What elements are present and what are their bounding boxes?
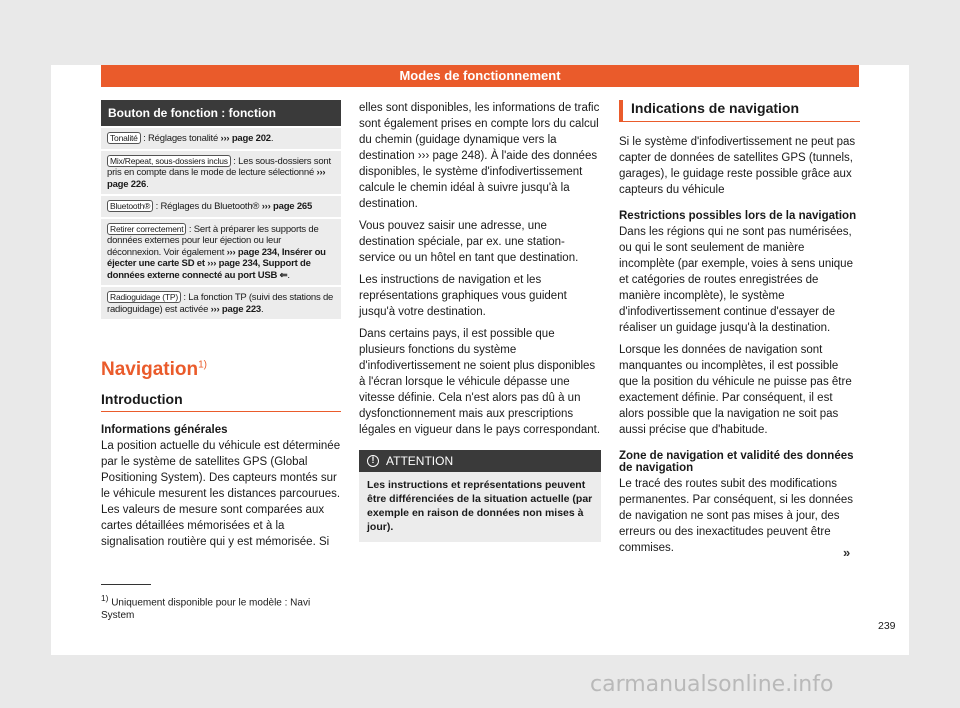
chapter-header: Modes de fonctionnement [101, 65, 859, 87]
column-right [619, 100, 860, 556]
paragraph-general-info: La position actuelle du véhicule est déterminée par le système de satellites GPS (Global Positioning System). Des capteurs montés sur le véhicule mesurent les distances parcourues. Les valeurs de mesure sont comparées aux cartes détaillées mémorisées et à la signalisation routière qui y est mémorisée. Si [101, 440, 341, 548]
function-table [101, 100, 341, 319]
attention-box [359, 450, 601, 542]
warning-icon: ! [367, 455, 379, 467]
paragraph: Lorsque les données de navigation sont manquantes ou incomplètes, il est possible que la position du véhicule ne puisse pas être exactement définie. Par conséquent, il est alors possible que la navigation ne soit pas aussi précise que d'habitude. [619, 344, 852, 436]
watermark: carmanualsonline.info [590, 672, 834, 697]
attention-text: Les instructions et représentations peuvent être différenciées de la situation actuelle (par exemple en raison de données non mises à jour). [359, 472, 601, 542]
function-key[interactable]: Bluetooth® [107, 200, 153, 212]
function-key[interactable]: Retirer correctement [107, 223, 186, 235]
attention-header [359, 450, 601, 472]
column-left [101, 100, 341, 550]
section-title-navigation: Navigation$^{1)}$ [101, 359, 208, 380]
function-row-retirer: Retirer correctement : Sert à préparer les supports de données externes pour leur éjection ou leur déconnexion. Voir également ››› page 234, Insérer ou éjecter une carte SD et ››› page 234, Support de données externe connecté au port USB ⇐. [101, 217, 341, 286]
column-middle [359, 100, 601, 542]
paragraph: elles sont disponibles, les informations de trafic sont également prises en compte lors du calcul du chemin (guidage dynamique vers la destination ››› page 248). À l'aide des données disponibles, le système d'infodivertissement calcule le chemin idéal à suivre jusqu'à la destination. [359, 102, 600, 210]
paragraph: Le tracé des routes subit des modifications permanentes. Par conséquent, si les données de navigation ne sont pas mises à jour, des erreurs ou des inexactitudes peuvent être commises. [619, 478, 853, 554]
paragraph: Dans les régions qui ne sont pas numérisées, ou qui le sont seulement de manière incomplète (par exemple, voies à sens unique et catégories de routes enregistrées de manière incomplète), le système d'infodivertissement continue d'essayer de réaliser un guidage jusqu'à la destination. [619, 226, 853, 334]
section-title-indications: Indications de navigation [619, 100, 860, 122]
footnote-divider [101, 584, 151, 585]
function-row-bluetooth: Bluetooth® : Réglages du Bluetooth® ››› page 265 [101, 194, 341, 217]
function-row-tonalite: Tonalité : Réglages tonalité ››› page 202. [101, 126, 341, 149]
paragraph: Dans certains pays, il est possible que plusieurs fonctions du système d'infodivertissement ne soient plus disponibles à l'écran lorsque le véhicule dépasse une vitesse définie. Cela n'est alors pas dû à un dysfonctionnement mais aux prescriptions légales en vigueur dans le pays correspondant. [359, 328, 601, 436]
heading-restrictions: Restrictions possibles lors de la navigation [619, 210, 857, 222]
paragraph: Vous pouvez saisir une adresse, une destination spéciale, par ex. une station-service ou un hôtel en tant que destination. [359, 220, 579, 264]
attention-title: ATTENTION [386, 454, 454, 468]
function-row-mix-repeat: Mix/Repeat, sous-dossiers inclus : Les sous-dossiers sont pris en compte dans le mode de lecture sélectionné ››› page 226. [101, 149, 341, 195]
page-number: 239 [878, 620, 896, 632]
heading-general-info: Informations générales [101, 424, 228, 436]
continue-marker: » [843, 545, 851, 560]
footnote: $^{1)}$ Uniquement disponible pour le modèle : Navi System [101, 593, 311, 622]
subsection-introduction: Introduction [101, 391, 341, 412]
function-table-heading: Bouton de fonction : fonction [101, 100, 341, 126]
paragraph: Si le système d'infodivertissement ne peut pas capter de données de satellites GPS (tunnels, garages), le guidage reste possible grâce aux capteurs du véhicule [619, 136, 856, 196]
function-key[interactable]: Mix/Repeat, sous-dossiers inclus [107, 155, 231, 167]
function-row-radioguidage: Radioguidage (TP) : La fonction TP (suivi des stations de radioguidage) est activée ››› page 223. [101, 285, 341, 319]
function-key[interactable]: Tonalité [107, 132, 141, 144]
heading-zone: Zone de navigation et validité des données de navigation [619, 450, 854, 474]
function-key[interactable]: Radioguidage (TP) [107, 291, 181, 303]
paragraph: Les instructions de navigation et les représentations graphiques vous guident jusqu'à votre destination. [359, 274, 567, 318]
